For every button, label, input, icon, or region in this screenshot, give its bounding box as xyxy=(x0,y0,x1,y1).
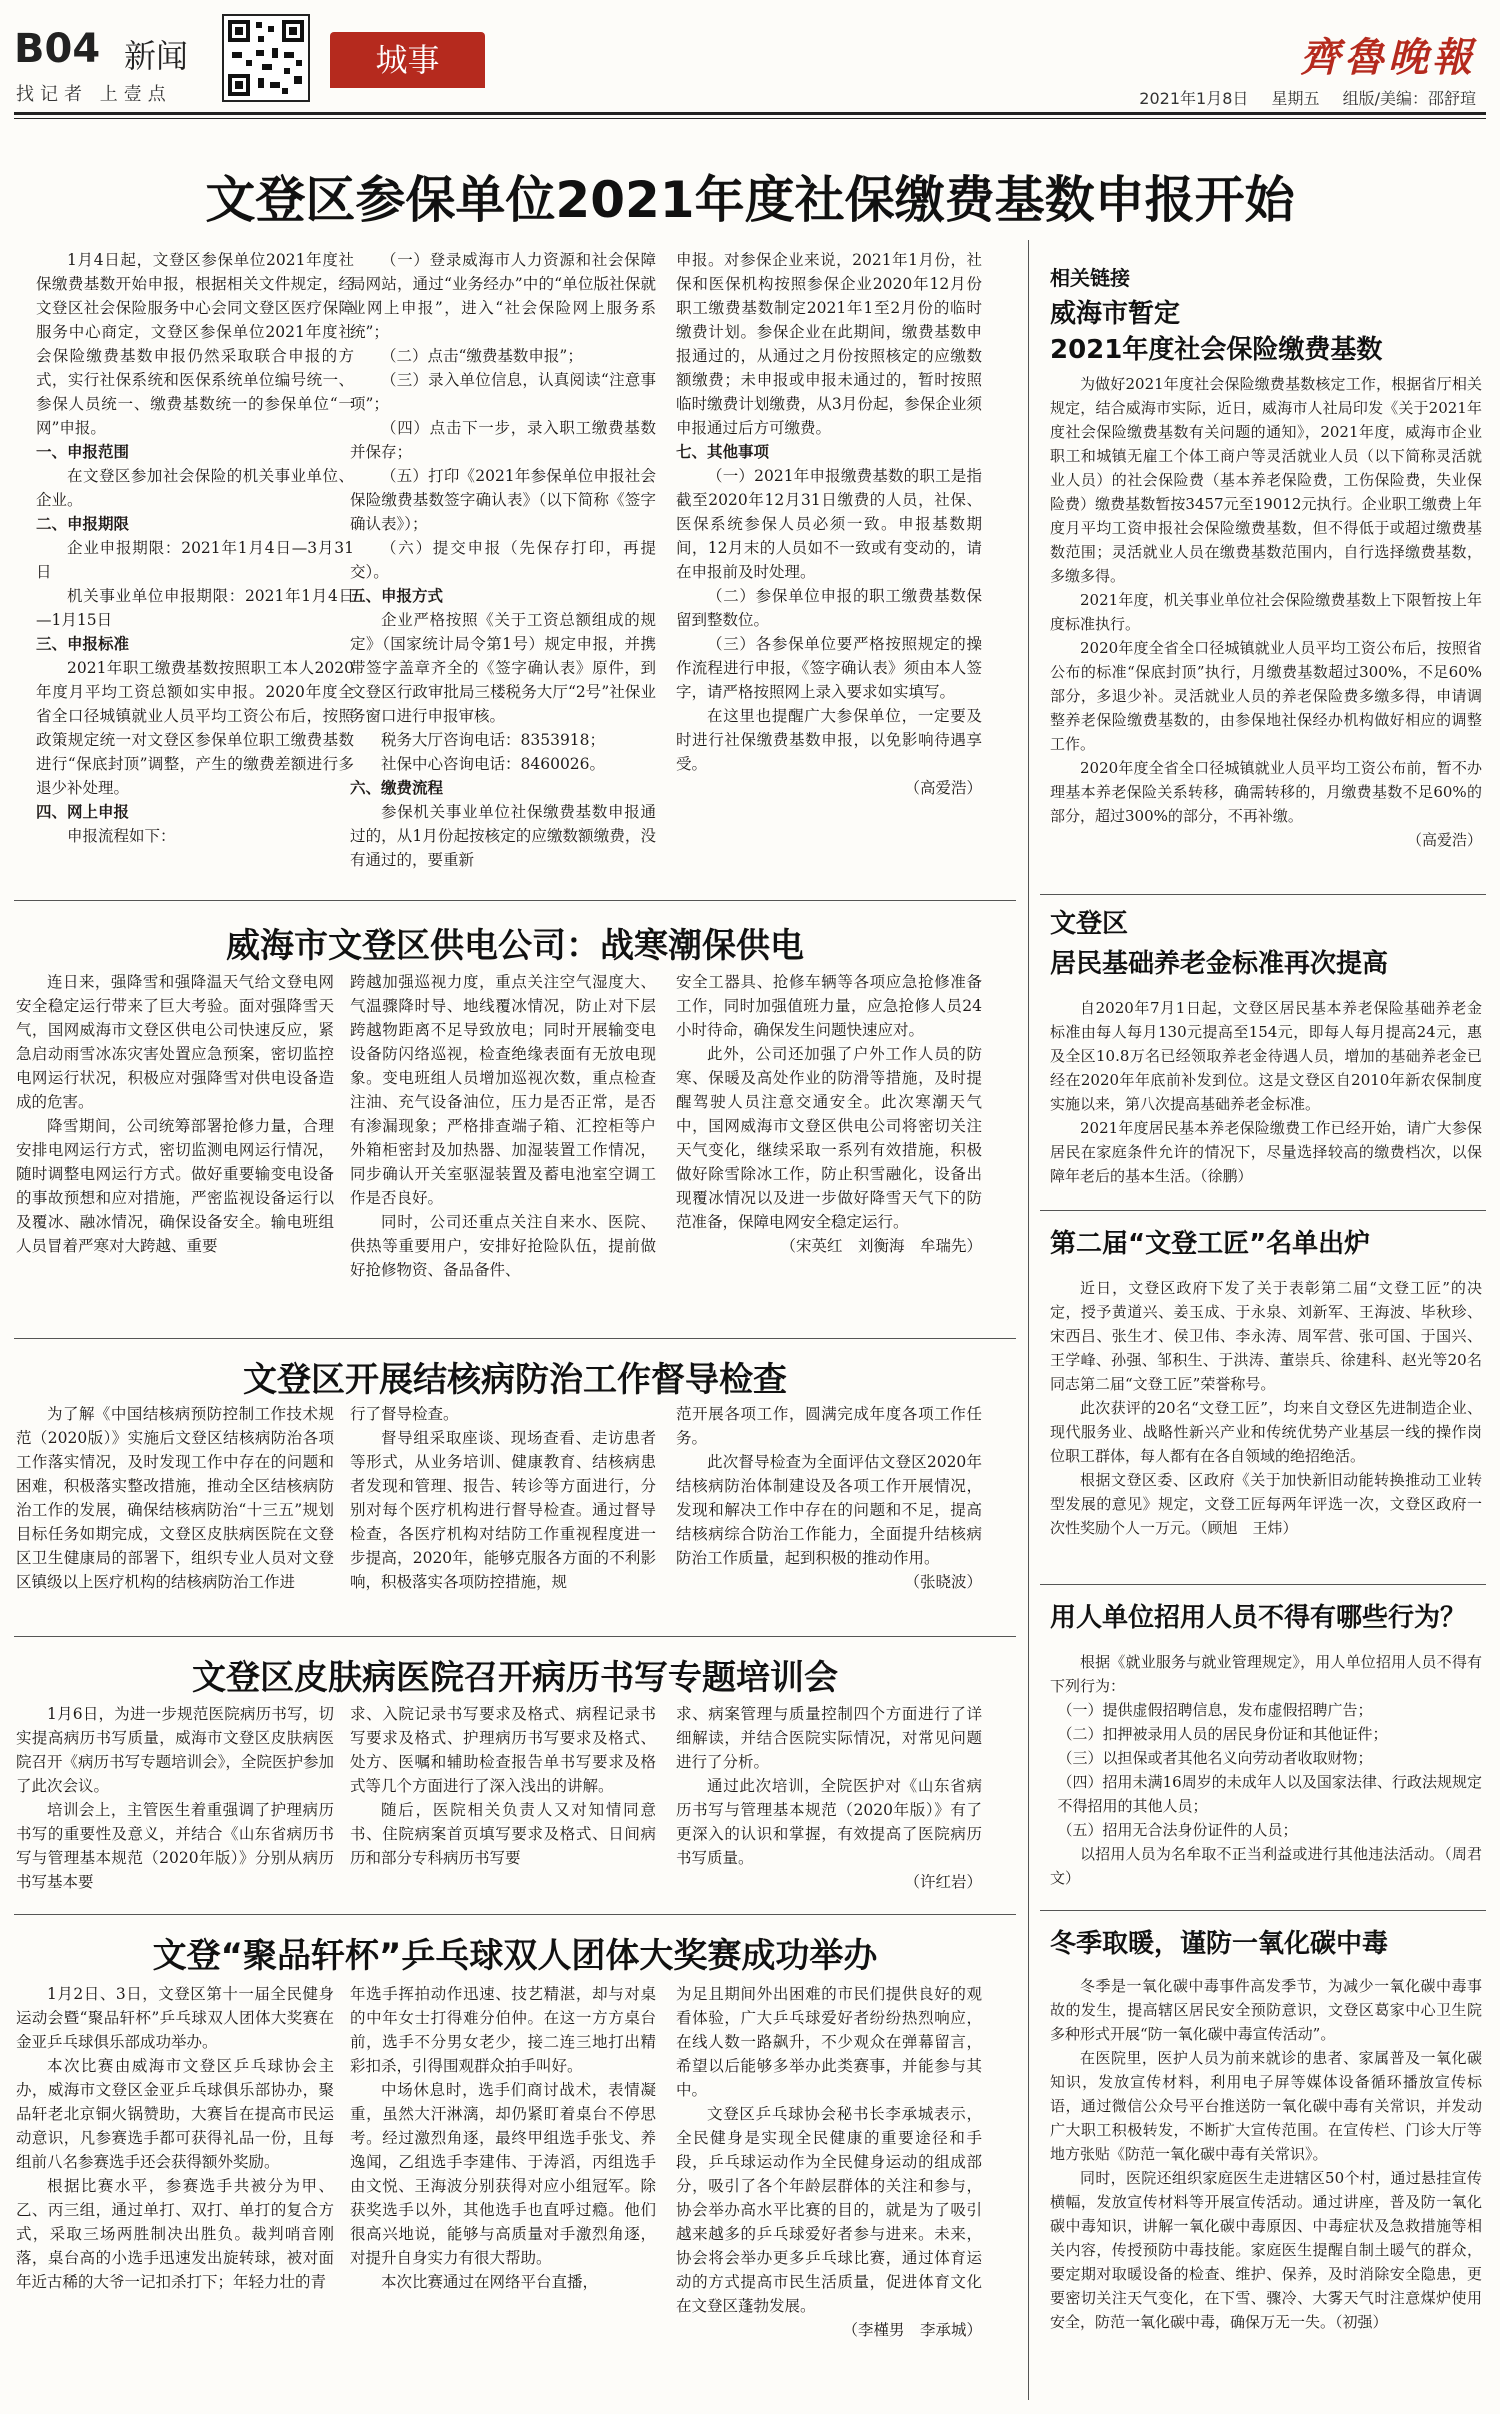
qr-code-icon[interactable] xyxy=(222,14,310,102)
article-4-column-3 xyxy=(676,1702,982,1908)
side-1-title-line-2: 2021年度社会保险缴费基数 xyxy=(1050,335,1383,365)
paragraph: 根据文登区委、区政府《关于加快新旧动能转换推动工业转型发展的意见》规定，文登工匠每两年评选一次，文登区政府一次性奖励个人一万元。（顾旭 王炜） xyxy=(1050,1471,1482,1537)
paragraph: 自2020年7月1日起，文登区居民基本养老保险基础养老金标准由每人每月130元提高至154元，即每人每月提高24元，惠及全区10.8万名已经领取养老金待遇人员，增加的基础养老金已经在2020年年底前补发到位。这是文登区自2010年新农保制度实施以来，第八次提高基础养老金标准。 xyxy=(1050,999,1482,1113)
article-1-column-3 xyxy=(676,248,982,888)
article-5-column-1 xyxy=(16,1982,334,2400)
paragraph: （五）打印《2021年参保单位申报社会保险缴费基数签字确认表》（以下简称《签字确认表》）； xyxy=(350,467,656,533)
section-heading: 六、缴费流程 xyxy=(350,779,444,797)
paragraph: （一）2021年申报缴费基数的职工是指截至2020年12月31日缴费的人员，社保、医保系统参保人员必须一致。申报基数期间，12月末的人员如不一致或有变动的，请在申报前及时处理。 xyxy=(676,467,982,581)
side-2-body xyxy=(1050,996,1482,1200)
paragraph: 求、病案管理与质量控制四个方面进行了详细解读，并结合医院实际情况，对常见问题进行了分析。 xyxy=(676,1705,982,1771)
paragraph: 1月2日、3日，文登区第十一届全民健身运动会暨“聚品轩杯”乒乓球双人团体大奖赛在金亚乒乓球俱乐部成功举办。 xyxy=(16,1985,334,2051)
divider-3 xyxy=(14,1636,1016,1637)
paragraph: 降雪期间，公司统筹部署抢修力量，合理安排电网运行方式，密切监测电网运行情况，随时调整电网运行方式。做好重要输变电设备的事故预想和应对措施，严密监视设备运行以及覆冰、融冰情况，确保设备安全。输电班组人员冒着严寒对大跨越、重要 xyxy=(16,1117,334,1255)
slogan: 找记者 上壹点 xyxy=(16,84,172,105)
list-item: （四）招用未满16周岁的未成年人以及国家法律、行政法规规定不得招用的其他人员； xyxy=(1057,1773,1482,1815)
paragraph: 同时，医院还组织家庭医生走进辖区50个村，通过悬挂宣传横幅，发放宣传材料等开展宣传活动。通过讲座，普及防一氧化碳中毒知识，讲解一氧化碳中毒原因、中毒症状及急救措施等相关内容，传授预防中毒技能。家庭医生提醒自制土暖气的群众，要定期对取暖设备的检查、维护、保养，及时消除安全隐患，更要密切关注天气变化，在下雪、骤冷、大雾天气时注意煤炉使用安全，防范一氧化碳中毒，确保万无一失。（初强） xyxy=(1050,2169,1482,2331)
section-heading: 三、申报标准 xyxy=(36,635,130,653)
paragraph: 申报。对参保企业来说，2021年1月份，社保和医保机构按照参保企业2020年12月份职工缴费基数制定2021年1至2月份的临时缴费计划。参保企业在此期间，缴费基数申报通过的，从通过之月份按照核定的应缴数额缴费；未申报或申报未通过的，暂时按照临时缴费计划缴费，从3月份起，参保企业须申报通过后方可缴费。 xyxy=(676,251,982,437)
paragraph: 连日来，强降雪和强降温天气给文登电网安全稳定运行带来了巨大考验。面对强降雪天气，国网威海市文登区供电公司快速反应，紧急启动雨雪冰冻灾害处置应急预案，密切监控电网运行状况，积极应对强降雪对供电设备造成的危害。 xyxy=(16,973,334,1111)
section-heading: 二、申报期限 xyxy=(36,515,130,533)
divider-2 xyxy=(14,1338,1016,1339)
byline: （张晓波） xyxy=(904,1573,982,1591)
section-heading: 七、其他事项 xyxy=(676,443,770,461)
paragraph: 机关事业单位申报期限：2021年1月4日—1月15日 xyxy=(36,587,354,629)
side-2-title: 居民基础养老金标准再次提高 xyxy=(1050,949,1389,979)
paragraph: 1月6日，为进一步规范医院病历书写，切实提高病历书写质量，威海市文登区皮肤病医院召开《病历书写专题培训会》，全院医护参加了此次会议。 xyxy=(16,1705,334,1795)
byline: （高爱浩） xyxy=(904,779,982,797)
paragraph: 本次比赛由威海市文登区乒乓球协会主办，威海市文登区金亚乒乓球俱乐部协办，聚品轩老北京铜火锅赞助，大赛旨在提高市民运动意识，凡参赛选手都可获得礼品一份，且每组前八名参赛选手还会获得额外奖励。 xyxy=(16,2057,334,2171)
byline: （高爱浩） xyxy=(1406,831,1482,849)
paragraph: 2021年度居民基本养老保险缴费工作已经开始，请广大参保居民在家庭条件允许的情况下，尽量选择较高的缴费档次，以保障年老后的基本生活。（徐鹏） xyxy=(1050,1119,1482,1185)
header-rule-thin xyxy=(14,118,1486,119)
byline: （李槿男 李承城） xyxy=(842,2321,982,2339)
article-5-column-2 xyxy=(350,1982,656,2400)
list-item: （五）招用无合法身份证件的人员； xyxy=(1057,1821,1298,1839)
article-3-column-1 xyxy=(16,1402,334,1630)
article-2-headline: 威海市文登区供电公司：战寒潮保供电 xyxy=(226,926,804,966)
paragraph: 在这里也提醒广大参保单位，一定要及时进行社保缴费基数申报，以免影响待遇享受。 xyxy=(676,707,982,773)
section-heading: 五、申报方式 xyxy=(350,587,444,605)
paragraph: 文登区乒乓球协会秘书长李承城表示，全民健身是实现全民健康的重要途径和手段，乒乓球运动作为全民健身运动的组成部分，吸引了各个年龄层群体的关注和参与，协会举办高水平比赛的目的，就是为了吸引越来越多的乒乓球爱好者参与进来。未来，协会将会举办更多乒乓球比赛，通过体育运动的方式提高市民生活质量，促进体育文化在文登区蓬勃发展。 xyxy=(676,2105,982,2315)
paragraph: 跨越加强巡视力度，重点关注空气湿度大、气温骤降时导、地线覆冰情况，防止对下层跨越物距离不足导致放电；同时开展输变电设备防闪络巡视，检查绝缘表面有无放电现象。变电班组人员增加巡视次数，重点检查注油、充气设备油位，压力是否正常，是否有渗漏现象；严格排查端子箱、汇控柜等户外箱柜密封及加热器、加湿装置工作情况，同步确认开关室驱湿装置及蓄电池室空调工作是否良好。 xyxy=(350,973,656,1207)
masthead-logo: 齊魯晚報 xyxy=(1300,34,1476,81)
paragraph: 近日，文登区政府下发了关于表彰第二届“文登工匠”的决定，授予黄道兴、姜玉成、于永泉、刘新军、王海波、毕秋珍、宋西吕、张生才、侯卫伟、李永涛、周军营、张可国、于国兴、王学峰、孙强、邹积生、于洪涛、董崇兵、徐建科、赵光等20名同志第二届“文登工匠”荣誉称号。 xyxy=(1050,1279,1482,1393)
article-2-column-3 xyxy=(676,970,982,1330)
paragraph: （三）录入单位信息，认真阅读“注意事项”； xyxy=(350,371,656,413)
side-divider-4 xyxy=(1040,1910,1486,1911)
side-1-kicker: 相关链接 xyxy=(1050,266,1130,290)
paragraph: 在医院里，医护人员为前来就诊的患者、家属普及一氧化碳知识，发放宣传材料，利用电子屏等媒体设备循环播放宣传标语，通过微信公众号平台推送防一氧化碳中毒有关常识，并发动广大职工积极转发，不断扩大宣传范围。在宣传栏、门诊大厅等地方张贴《防范一氧化碳中毒有关常识》。 xyxy=(1050,2049,1482,2163)
article-4-column-2 xyxy=(350,1702,656,1908)
paragraph: 2020年度全省全口径城镇就业人员平均工资公布后，按照省公布的标准“保底封顶”执行，月缴费基数超过300%，不足60%部分，多退少补。灵活就业人员的养老保险费多缴多得，申请调整养老保险缴费基数的，由参保地社保经办机构做好相应的调整工作。 xyxy=(1050,639,1482,753)
side-4-body xyxy=(1050,1650,1482,1902)
paragraph: 1月4日起，文登区参保单位2021年度社保缴费基数开始申报，根据相关文件规定，经文登区社会保险服务中心会同文登区医疗保障服务中心商定，文登区参保单位2021年度社会保险缴费基数申报仍然采取联合申报的方式，实行社保系统和医保系统单位编号统一、参保人员统一、缴费基数统一的参保单位“一网”申报。 xyxy=(36,251,354,437)
article-4-column-1 xyxy=(16,1702,334,1908)
issue-editor: 组版/美编：邵舒瑄 xyxy=(1342,89,1476,108)
paragraph: 通过此次培训，全院医护对《山东省病历书写与管理基本规范（2020年版）》有了更深入的认识和掌握，有效提高了医院病历书写质量。 xyxy=(676,1777,982,1867)
side-2-kicker: 文登区 xyxy=(1050,909,1129,939)
header-rule xyxy=(14,112,1486,115)
list-item: （三）以担保或者其他名义向劳动者收取财物； xyxy=(1057,1749,1373,1767)
paragraph: （一）登录威海市人力资源和社会保障局网站，通过“业务经办”中的“单位版社保就业网上申报”，进入“社会保险网上服务系统”； xyxy=(350,251,656,341)
paragraph: （四）点击下一步，录入职工缴费基数并保存； xyxy=(350,419,656,461)
paragraph: （二）参保单位申报的职工缴费基数保留到整数位。 xyxy=(676,587,982,629)
page-number: B04 xyxy=(14,26,101,72)
article-2-column-1 xyxy=(16,970,334,1330)
side-5-body xyxy=(1050,1974,1482,2402)
paragraph: 督导组采取座谈、现场查看、走访患者等形式，从业务培训、健康教育、结核病患者发现和管理、报告、转诊等方面进行，分别对每个医疗机构进行督导检查。通过督导检查，各医疗机构对结防工作重视程度进一步提高，2020年，能够克服各方面的不利影响，积极落实各项防控措施，规 xyxy=(350,1429,656,1591)
divider-1 xyxy=(14,900,1016,901)
section-name: 新闻 xyxy=(124,37,189,75)
paragraph: 范开展各项工作，圆满完成年度各项工作任务。 xyxy=(676,1405,982,1447)
divider-4 xyxy=(14,1914,1016,1915)
article-3-column-3 xyxy=(676,1402,982,1630)
side-3-body xyxy=(1050,1276,1482,1576)
paragraph: 2020年度全省全口径城镇就业人员平均工资公布前，暂不办理基本养老保险关系转移，确需转移的，月缴费基数不足60%的部分，超过300%的部分，不再补缴。 xyxy=(1050,759,1482,825)
paragraph: 此外，公司还加强了户外工作人员的防寒、保暖及高处作业的防滑等措施，及时提醒驾驶人员注意交通安全。此次寒潮天气中，国网威海市文登区供电公司将密切关注天气变化，继续采取一系列有效措施，积极做好除雪除冰工作，防止积雪融化，设备出现覆冰情况以及进一步做好降雪天气下的防范准备，保障电网安全稳定运行。 xyxy=(676,1045,982,1231)
paragraph: 2021年职工缴费基数按照职工本人2020年度月平均工资总额如实申报。2020年度全省全口径城镇就业人员平均工资公布后，按照政策规定统一对文登区参保单位职工缴费基数进行“保底封顶”调整，产生的缴费差额进行多退少补处理。 xyxy=(36,659,354,797)
paragraph: 冬季是一氧化碳中毒事件高发季节，为减少一氧化碳中毒事故的发生，提高辖区居民安全预防意识，文登区葛家中心卫生院多种形式开展“防一氧化碳中毒宣传活动”。 xyxy=(1050,1977,1482,2043)
category-tab[interactable]: 城事 xyxy=(330,32,485,88)
sidebar-divider xyxy=(1028,240,1029,2400)
list-item: （一）提供虚假招聘信息，发布虚假招聘广告； xyxy=(1057,1701,1373,1719)
paragraph: （二）点击“缴费基数申报”； xyxy=(381,347,583,365)
paragraph: 安全工器具、抢修车辆等各项应急抢修准备工作，同时加强值班力量，应急抢修人员24小时待命，确保发生问题快速应对。 xyxy=(676,973,982,1039)
paragraph: 税务大厅咨询电话：8353918； xyxy=(381,731,606,749)
article-1-headline: 文登区参保单位2021年度社保缴费基数申报开始 xyxy=(205,171,1295,229)
paragraph: （六）提交申报（先保存打印，再提交）。 xyxy=(350,539,656,581)
paragraph: 为做好2021年度社会保险缴费基数核定工作，根据省厅相关规定，结合威海市实际，近日，威海市人社局印发《关于2021年度社会保险缴费基数有关问题的通知》，2021年度，威海市企业职工和城镇无雇工个体工商户等灵活就业人员（以下简称灵活就业人员）的社会保险费（基本养老保险费，工伤保险费，失业保险费）缴费基数暂按3457元至19012元执行。企业职工缴费上年度月平均工资申报社会保险缴费基数，但不得低于或超过缴费基数范围；灵活就业人员在缴费基数范围内，自行选择缴费基数，多缴多得。 xyxy=(1050,375,1482,585)
paragraph: 根据比赛水平，参赛选手共被分为甲、乙、丙三组，通过单打、双打、单打的复合方式，采取三场两胜制决出胜负。裁判哨音刚落，桌台高的小选手迅速发出旋转球，被对面年近古稀的大爷一记扣杀打下；年轻力壮的青 xyxy=(16,2177,334,2291)
article-3-column-2 xyxy=(350,1402,656,1630)
paragraph: 行了督导检查。 xyxy=(350,1405,459,1423)
paragraph: 年选手挥拍动作迅速、技艺精湛，却与对桌的中年女士打得难分伯仲。在这一方方桌台前，选手不分男女老少，接二连三地打出精彩扣杀，引得围观群众拍手叫好。 xyxy=(350,1985,656,2075)
article-3-headline: 文登区开展结核病防治工作督导检查 xyxy=(243,1360,787,1400)
paragraph: 培训会上，主管医生着重强调了护理病历书写的重要性及意义，并结合《山东省病历书写与管理基本规范（2020年版）》分别从病历书写基本要 xyxy=(16,1801,334,1891)
issue-weekday: 星期五 xyxy=(1271,89,1320,108)
paragraph: 参保机关事业单位社保缴费基数申报通过的，从1月份起按核定的应缴数额缴费，没有通过的，要重新 xyxy=(350,803,656,869)
paragraph: 同时，公司还重点关注自来水、医院、供热等重要用户，安排好抢险队伍，提前做好抢修物资、备品备件、 xyxy=(350,1213,656,1279)
side-1-body xyxy=(1050,372,1482,884)
paragraph: 此次督导检查为全面评估文登区2020年结核病防治体制建设及各项工作开展情况，发现和解决工作中存在的问题和不足，提高结核病综合防治工作能力，全面提升结核病防治工作质量，起到积极的推动作用。 xyxy=(676,1453,982,1567)
article-5-headline: 文登“聚品轩杯”乒乓球双人团体大奖赛成功举办 xyxy=(152,1936,878,1976)
byline: （许红岩） xyxy=(904,1873,982,1891)
article-5-column-3 xyxy=(676,1982,982,2400)
side-divider-1 xyxy=(1040,894,1486,895)
side-1-title-line-1: 威海市暂定 xyxy=(1050,299,1181,329)
list-item: （二）扣押被录用人员的居民身份证和其他证件； xyxy=(1057,1725,1388,1743)
side-4-title: 用人单位招用人员不得有哪些行为？ xyxy=(1050,1603,1467,1633)
paragraph: 企业申报期限：2021年1月4日—3月31日 xyxy=(36,539,354,581)
paragraph: 以招用人员为名牟取不正当利益或进行其他违法活动。（周君文） xyxy=(1050,1845,1482,1887)
article-1-column-2 xyxy=(350,248,656,888)
paragraph: 企业严格按照《关于工资总额组成的规定》（国家统计局令第1号）规定申报，并携带签字盖章齐全的《签字确认表》原件，到文登区行政审批局三楼税务大厅“2号”社保业务窗口进行申报审核。 xyxy=(350,611,656,725)
paragraph: 根据《就业服务与就业管理规定》，用人单位招用人员不得有下列行为： xyxy=(1050,1653,1482,1695)
paragraph: 本次比赛通过在网络平台直播， xyxy=(381,2273,599,2291)
byline: （宋英红 刘衡海 牟瑞先） xyxy=(780,1237,982,1255)
paragraph: 中场休息时，选手们商讨战术，表情凝重，虽然大汗淋漓，却仍紧盯着桌台不停思考。经过激烈角逐，最终甲组选手张戈、养逸闻，乙组选手李建伟、于涛滔，丙组选手由文悦、王海波分别获得对应小组冠军。除获奖选手以外，其他选手也直呼过瘾。他们很高兴地说，能够与高质量对手激烈角逐，对提升自身实力有很大帮助。 xyxy=(350,2081,656,2267)
article-4-headline: 文登区皮肤病医院召开病历书写专题培训会 xyxy=(192,1658,838,1698)
issue-meta xyxy=(1121,86,1476,109)
paragraph: 随后，医院相关负责人又对知情同意书、住院病案首页填写要求及格式、日间病历和部分专科病历书写要 xyxy=(350,1801,656,1867)
paragraph: 2021年度，机关事业单位社会保险缴费基数上下限暂按上年度标准执行。 xyxy=(1050,591,1482,633)
article-1-column-1 xyxy=(36,248,354,888)
paragraph: 为足且期间外出困难的市民们提供良好的观看体验，广大乒乓球爱好者纷纷热烈响应，在线人数一路飙升，不少观众在弹幕留言，希望以后能够多举办此类赛事，并能参与其中。 xyxy=(676,1985,982,2099)
paragraph: 此次获评的20名“文登工匠”，均来自文登区先进制造企业、现代服务业、战略性新兴产业和传统优势产业基层一线的操作岗位职工群体，每人都有在各自领域的绝招绝活。 xyxy=(1050,1399,1482,1465)
issue-date: 2021年1月8日 xyxy=(1139,89,1249,108)
paragraph: （三）各参保单位要严格按照规定的操作流程进行申报，《签字确认表》须由本人签字，请严格按照网上录入要求如实填写。 xyxy=(676,635,982,701)
paragraph: 为了解《中国结核病预防控制工作技术规范（2020版）》实施后文登区结核病防治各项工作落实情况，及时发现工作中存在的问题和困难，积极落实整改措施，推动全区结核病防治工作的发展，确保结核病防治“十三五”规划目标任务如期完成，文登区皮肤病医院在文登区卫生健康局的部署下，组织专业人员对文登区镇级以上医疗机构的结核病防治工作进 xyxy=(16,1405,334,1591)
paragraph: 求、入院记录书写要求及格式、病程记录书写要求及格式、护理病历书写要求及格式、处方、医嘱和辅助检查报告单书写要求及格式等几个方面进行了深入浅出的讲解。 xyxy=(350,1705,656,1795)
side-divider-2 xyxy=(1040,1210,1486,1211)
article-2-column-2 xyxy=(350,970,656,1330)
section-heading: 四、网上申报 xyxy=(36,803,130,821)
paragraph: 社保中心咨询电话：8460026。 xyxy=(381,755,606,773)
side-1-title xyxy=(1050,296,1480,368)
side-5-title: 冬季取暖，谨防一氧化碳中毒 xyxy=(1050,1929,1389,1959)
paragraph: 申报流程如下： xyxy=(67,827,176,845)
section-heading: 一、申报范围 xyxy=(36,443,130,461)
side-3-title: 第二届“文登工匠”名单出炉 xyxy=(1050,1229,1371,1259)
side-divider-3 xyxy=(1040,1584,1486,1585)
paragraph: 在文登区参加社会保险的机关事业单位、企业。 xyxy=(36,467,354,509)
